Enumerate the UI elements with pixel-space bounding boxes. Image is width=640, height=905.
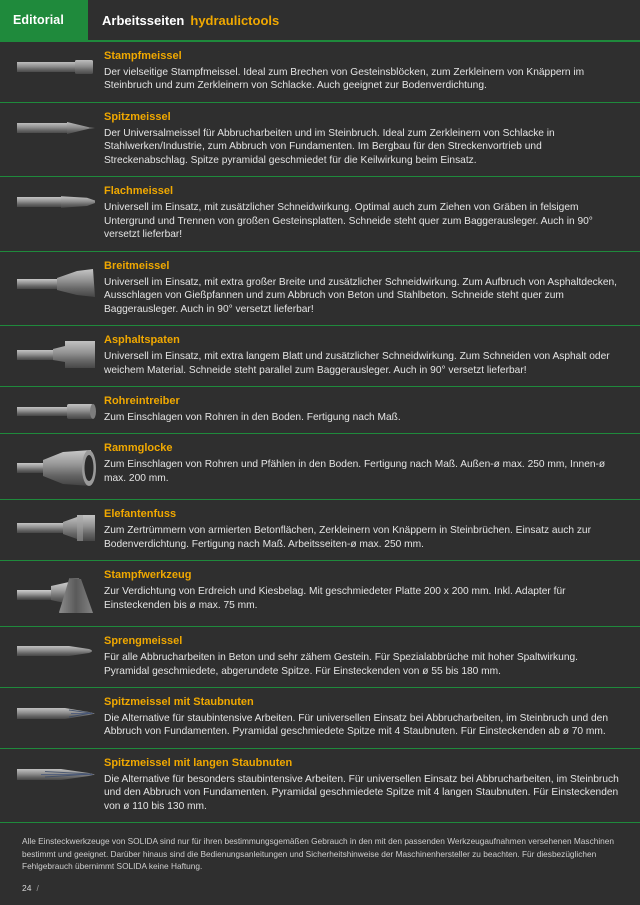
tool-description: Die Alternative für staubintensive Arbeiten. Für universellen Einsatz bei Abbrucharbeiten, im Steinbruch und den Abbruch von Fundamenten. Pyramidal geschmiedete Spitze mit 4 Staubnuten. Für Einsteckenden ab ø 70 mm. xyxy=(104,712,609,738)
list-item[interactable] xyxy=(0,177,640,251)
list-item[interactable] xyxy=(0,749,640,823)
tool-title: Asphaltspaten xyxy=(104,334,180,347)
tool-description: Zum Einschlagen von Rohren und Pfählen in den Boden. Fertigung nach Maß. Außen-ø max. 250 mm, Innen-ø max. 200 mm. xyxy=(104,459,606,484)
tool-text xyxy=(99,757,626,813)
page-number-separator: / xyxy=(36,883,39,893)
tool-thumbnail xyxy=(13,334,99,372)
page-footer xyxy=(0,871,640,905)
tool-description: Der Universalmeissel für Abbrucharbeiten und im Steinbruch. Ideal zum Zerkleinern von Schlacke in Stahlwerken/Industrie, zum Abbruch von Fundamenten. Im Bergbau für den Streckenvortrieb und Streckenabschlag. Spitze pyramidal geschmiedet für die Keilwirkung beim Einsatz. xyxy=(104,127,555,166)
tool-description: Universell im Einsatz, mit zusätzlicher Schneidwirkung. Optimal auch zum Ziehen von Gräben in felsigem Untergrund und Trennen von großen Gesteinsplatten. Schneide steht quer zum Baggerausleger. Auch in 90° versetzt lieferbar! xyxy=(104,202,593,241)
list-item[interactable] xyxy=(0,561,640,627)
tool-thumbnail xyxy=(13,185,99,215)
tool-title: Sprengmeissel xyxy=(104,635,183,648)
tool-title: Stampfmeissel xyxy=(104,50,182,62)
list-item[interactable] xyxy=(0,252,640,326)
tool-title: Rammglocke xyxy=(104,442,173,455)
tool-text xyxy=(99,442,626,485)
point-chisel-dust-grooves-icon xyxy=(15,700,97,726)
tamping-tool-icon xyxy=(15,573,97,617)
flat-chisel-icon xyxy=(15,189,97,215)
tool-description: Zur Verdichtung von Erdreich und Kiesbelag. Mit geschmiedeter Platte 200 x 200 mm. Inkl. Adapter für Einsteckenden bis ø max. 75 mm. xyxy=(104,586,566,611)
list-item[interactable] xyxy=(0,326,640,387)
tool-thumbnail xyxy=(13,50,99,80)
page-header xyxy=(0,0,640,40)
tool-text xyxy=(99,508,626,551)
tool-text xyxy=(99,395,626,424)
tool-title: Flachmeissel xyxy=(104,185,174,198)
page-number xyxy=(22,883,39,893)
tool-thumbnail xyxy=(13,696,99,726)
tool-description: Die Alternative für besonders staubintensive Arbeiten. Für universellen Einsatz bei Abbrucharbeiten, im Steinbruch und den Abbruch von Fundamenten. Pyramidal geschmiedete Spitze mit 4 langen Staubnuten. Für Einsteckenden von ø 110 bis 130 mm. xyxy=(104,773,619,812)
blasting-chisel-icon xyxy=(15,639,97,663)
list-item[interactable] xyxy=(0,500,640,561)
tool-thumbnail xyxy=(13,111,99,141)
tool-thumbnail xyxy=(13,569,99,617)
elephant-foot-icon xyxy=(15,512,97,544)
tool-title: Spitzmeissel mit Staubnuten xyxy=(104,696,254,709)
tool-thumbnail xyxy=(13,635,99,663)
tool-thumbnail xyxy=(13,442,99,490)
list-item[interactable] xyxy=(0,627,640,688)
tool-text xyxy=(99,635,626,678)
asphalt-spade-icon xyxy=(15,338,97,372)
tool-title: Elefantenfuss xyxy=(104,508,177,521)
list-item[interactable] xyxy=(0,42,640,103)
tool-text xyxy=(99,50,626,93)
page-title xyxy=(86,0,640,40)
tool-list xyxy=(0,42,640,823)
tamping-chisel-icon xyxy=(15,54,97,80)
pipe-driver-icon xyxy=(15,399,97,423)
tool-description: Für alle Abbrucharbeiten in Beton und sehr zähem Gestein. Für Spezialabbrüche mit hoher Spaltwirkung. Pyramidal geschmiedete, abgerundete Spitze. Für Einsteckenden von ø 55 bis 180 mm. xyxy=(104,652,578,677)
list-item[interactable] xyxy=(0,387,640,434)
tool-text xyxy=(99,260,626,316)
tool-description: Zum Einschlagen von Rohren in den Boden. Fertigung nach Maß. xyxy=(104,411,401,423)
tool-title: Rohreintreiber xyxy=(104,395,180,408)
list-item[interactable] xyxy=(0,688,640,749)
tool-text xyxy=(99,334,626,377)
tool-description: Zum Zertrümmern von armierten Betonflächen, Zerkleinern von Knäppern in Steinbrüchen. Einsatz auch zur Bodenverdichtung. Fertigung nach Maß. Arbeitsseiten-ø max. 250 mm. xyxy=(104,525,591,550)
page-title-text: Arbeitsseiten xyxy=(102,12,185,28)
tool-thumbnail xyxy=(13,395,99,423)
tool-title: Breitmeissel xyxy=(104,259,170,272)
tool-text xyxy=(99,569,626,612)
list-item[interactable] xyxy=(0,434,640,500)
legal-note: Alle Einsteckwerkzeuge von SOLIDA sind nur für ihren bestimmungsgemäßen Gebrauch in den mit den passenden Werkzeugaufnahmen versehenen Maschinen bestimmt und geeignet. Darüber hinaus sind die Bedienungsanleitungen und Sicherheitshinweise der Maschinenhersteller zu beachten. Für diesbezüglichen Fehlgebrauch übernimmt SOLIDA keine Haftung. xyxy=(22,836,615,872)
tool-text xyxy=(99,185,626,241)
tool-description: Universell im Einsatz, mit extra langem Blatt und zusätzlicher Schneidwirkung. Zum Schneiden von Asphalt oder weichem Material. Schneide steht parallel zum Baggerausleger. Auch in 90° versetzt lieferbar! xyxy=(104,350,610,376)
tool-title: Stampfwerkzeug xyxy=(104,569,192,582)
section-tab-label: Editorial xyxy=(13,13,64,27)
tool-title: Spitzmeissel xyxy=(104,110,171,123)
brand-label: hydraulictools xyxy=(190,12,280,28)
tool-description: Der vielseitige Stampfmeissel. Ideal zum Brechen von Gesteinsblöcken, zum Zerkleinern von Knäppern im Steinbruch und zum Zerkleinern von Schlacke. Auch geeignet zur Bodenverdichtung. xyxy=(104,66,585,92)
list-item[interactable] xyxy=(0,103,640,177)
tool-text xyxy=(99,111,626,167)
tool-thumbnail xyxy=(13,508,99,544)
tool-thumbnail xyxy=(13,260,99,304)
section-tab-editorial[interactable] xyxy=(0,0,86,40)
tool-text xyxy=(99,696,626,739)
wide-chisel-icon xyxy=(15,264,97,304)
tool-description: Universell im Einsatz, mit extra großer Breite und zusätzlicher Schneidwirkung. Zum Aufbruch von Asphaltdecken, Ausschlagen von Gießpfannen und zum Abbruch von Beton und Stahlbeton. Schneide steht quer zum Baggerausleger. Auch in 90° versetzt lieferbar! xyxy=(104,276,617,315)
point-chisel-long-dust-grooves-icon xyxy=(15,761,97,787)
page-number-value: 24 xyxy=(22,883,32,893)
moil-point-chisel-icon xyxy=(15,115,97,141)
driving-cap-icon xyxy=(15,446,97,490)
tool-thumbnail xyxy=(13,757,99,787)
tool-title: Spitzmeissel mit langen Staubnuten xyxy=(104,757,293,769)
